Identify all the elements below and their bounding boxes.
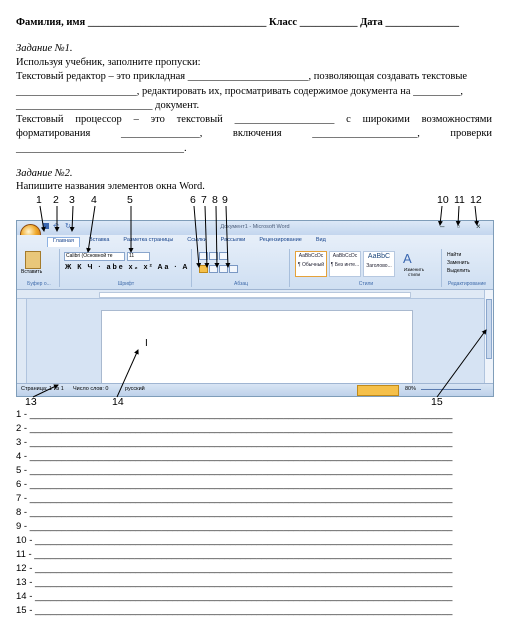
answer-line: 2 - ________________________________________________________________________________: [16, 423, 453, 434]
tab-references: Ссылки: [187, 237, 207, 243]
font-format-buttons: Ж К Ч · abe x₂ x² Aa · A: [65, 264, 190, 271]
change-styles-icon: A: [403, 251, 412, 266]
answer-line: 13 - _______________________________________________________________________________: [16, 577, 453, 588]
styles-group: AaBbCcDc ¶ Обычный AaBbCcDc ¶ Без инте... AaBbC Заголово... A Изменить стили Стили: [291, 249, 442, 287]
change-styles-label: Изменить стили: [403, 267, 425, 277]
answer-line: 8 - ________________________________________________________________________________: [16, 507, 453, 518]
task1-line2: _______________________, редактировать их, просматривать содержимое документа на _________,: [16, 86, 463, 97]
callout-6: 6: [190, 194, 196, 206]
find-item: Найти: [447, 252, 462, 258]
style-normal: AaBbCcDc ¶ Обычный: [295, 251, 327, 277]
answer-line: 10 - _______________________________________________________________________________: [16, 535, 453, 546]
task2-title: Задание №2.: [16, 168, 73, 179]
answer-line: 15 - _______________________________________________________________________________: [16, 605, 453, 616]
answer-line: 1 - ________________________________________________________________________________: [16, 409, 453, 420]
callout-9: 9: [222, 194, 228, 206]
date-label: Дата: [360, 17, 383, 28]
callout-15: 15: [431, 396, 443, 408]
answer-line: 12 - _______________________________________________________________________________: [16, 563, 453, 574]
task2-instruction: Напишите названия элементов окна Word.: [16, 181, 205, 192]
callout-7: 7: [201, 194, 207, 206]
callout-11: 11: [454, 194, 465, 206]
tab-page-layout: Разметка страницы: [123, 237, 174, 243]
callout-8: 8: [212, 194, 218, 206]
callout-5: 5: [127, 194, 133, 206]
tab-insert: Вставка: [88, 237, 110, 243]
task1-line1: Текстовый редактор – это прикладная _______________________, позволяющая создавать текстовые: [16, 71, 468, 82]
callout-13: 13: [25, 396, 37, 408]
callout-10: 10: [437, 194, 449, 206]
answer-line: 14 - _______________________________________________________________________________: [16, 591, 453, 602]
minimize-icon: –: [440, 222, 445, 231]
redo-icon: ↻: [65, 222, 71, 230]
font-name-box: Calibri (Основной те: [64, 252, 125, 261]
editing-group: Найти Заменить Выделить Редактирование: [447, 252, 487, 287]
select-item: Выделить: [447, 268, 471, 274]
header-row: Фамилия, имя __________________________________ Класс ___________ Дата ______________: [16, 17, 459, 28]
answer-line: 3 - ________________________________________________________________________________: [16, 437, 453, 448]
maximize-icon: ▫: [457, 222, 460, 231]
tab-home: Главная: [47, 237, 80, 247]
task1-instruction: Используя учебник, заполните пропуски:: [16, 57, 201, 68]
class-label: Класс: [268, 17, 298, 28]
font-size-box: 11: [127, 252, 150, 261]
tab-mailings: Рассылки: [220, 237, 246, 243]
answer-line: 4 - ________________________________________________________________________________: [16, 451, 453, 462]
paragraph-group: Абзац: [193, 249, 290, 287]
task1-line4: Текстовый процессор – это текстовый ___________________ с широкими возможностями: [16, 114, 492, 125]
paste-label: Вставить: [21, 269, 43, 275]
answer-line: 9 - ________________________________________________________________________________: [16, 521, 453, 532]
callout-2: 2: [53, 194, 59, 206]
callout-3: 3: [69, 194, 75, 206]
callout-14: 14: [112, 396, 124, 408]
callout-4: 4: [91, 194, 97, 206]
clipboard-group: Вставить Буфер о...: [19, 249, 60, 287]
undo-icon: ↶: [53, 222, 59, 230]
task1-title: Задание №1.: [16, 43, 73, 54]
callout-1: 1: [36, 194, 42, 206]
style-heading: AaBbC Заголово...: [363, 251, 395, 277]
tab-view: Вид: [315, 237, 326, 243]
status-words: Число слов: 0: [73, 386, 109, 392]
text-cursor: I: [145, 338, 148, 349]
status-page: Страница: 1 из 1: [21, 386, 64, 392]
status-language: русский: [125, 386, 145, 392]
answer-line: 6 - ________________________________________________________________________________: [16, 479, 453, 490]
close-icon: ×: [476, 222, 481, 231]
task1-line6: ________________________________.: [16, 143, 187, 154]
font-group: Calibri (Основной те 11 Ж К Ч · abe x₂ x² Aa · A Шрифт: [61, 249, 192, 287]
name-label: Фамилия, имя: [16, 17, 86, 28]
answer-line: 11 - _______________________________________________________________________________: [16, 549, 452, 560]
zoom-level: 80%: [405, 386, 417, 392]
callout-12: 12: [470, 194, 482, 206]
style-no-spacing: AaBbCcDc ¶ Без инте...: [329, 251, 361, 277]
answer-line: 7 - ________________________________________________________________________________: [16, 493, 453, 504]
replace-item: Заменить: [447, 260, 470, 266]
tab-review: Рецензирование: [259, 237, 302, 243]
task1-line3: __________________________ документ.: [16, 100, 200, 111]
answer-line: 5 - ________________________________________________________________________________: [16, 465, 453, 476]
task1-line5: форматирования _______________, включения ____________________, проверки: [16, 128, 493, 139]
window-title: Документ1 - Microsoft Word: [220, 224, 290, 230]
